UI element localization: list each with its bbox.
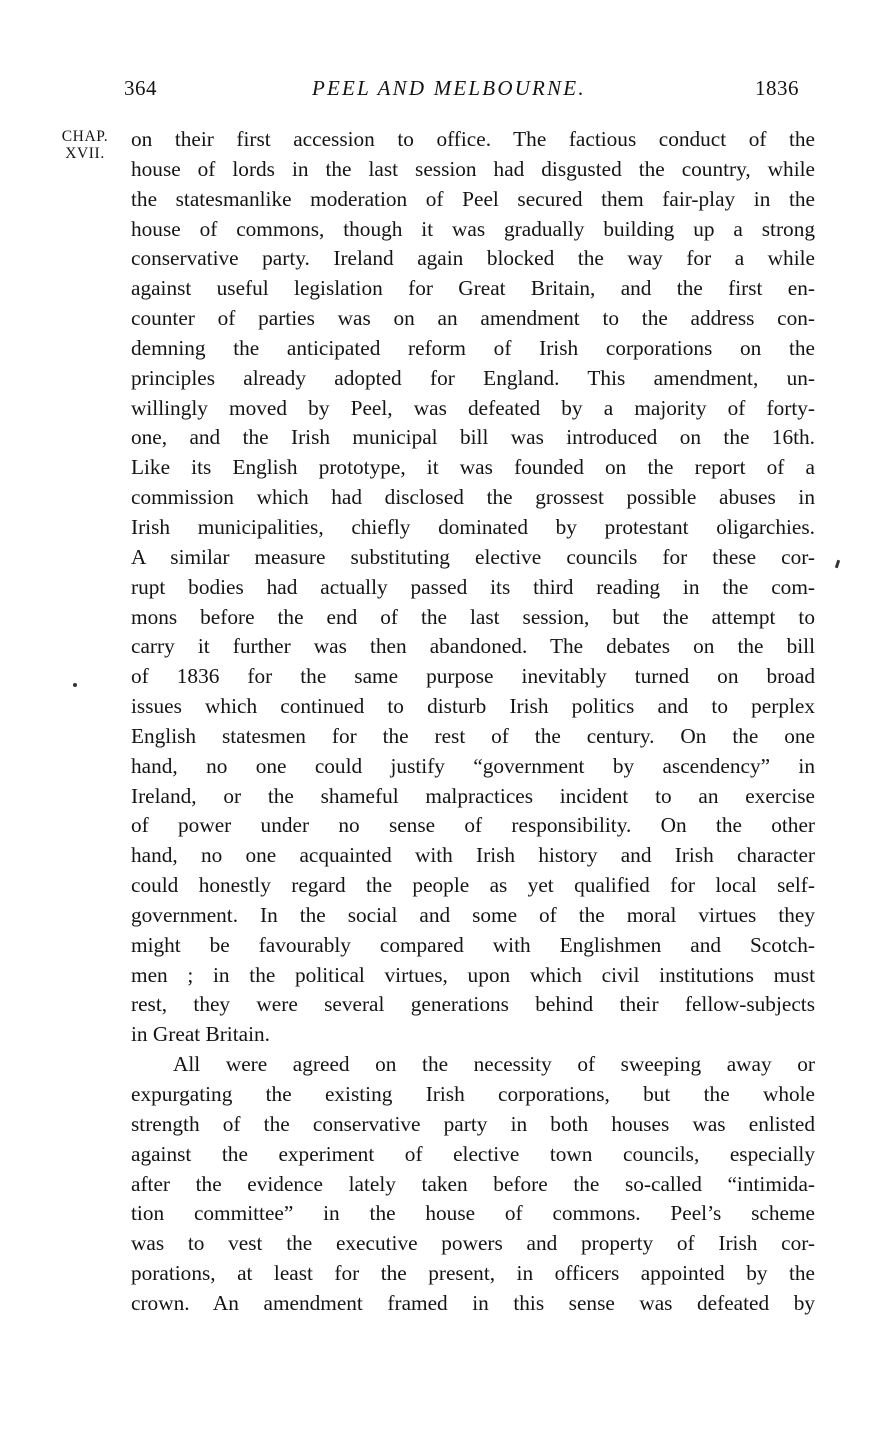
body-text xyxy=(131,125,815,1319)
text-line: tion committee” in the house of commons. Peel’s scheme xyxy=(131,1201,815,1226)
text-line: willingly moved by Peel, was defeated by a majority of forty- xyxy=(131,395,815,420)
text-line: one, and the Irish municipal bill was introduced on the 16th. xyxy=(131,425,815,450)
text-line: against useful legislation for Great Britain, and the first en- xyxy=(131,276,815,301)
text-line: English statesmen for the rest of the century. On the one xyxy=(131,723,815,748)
text-line: could honestly regard the people as yet qualified for local self- xyxy=(131,873,815,898)
text-line: against the experiment of elective town councils, especially xyxy=(131,1141,815,1166)
text-line: the statesmanlike moderation of Peel secured them fair-play in the xyxy=(131,186,815,211)
text-line: demning the anticipated reform of Irish corporations on the xyxy=(131,335,815,360)
text-line: rest, they were several generations behind their fellow-subjects xyxy=(131,992,815,1017)
text-line: commission which had disclosed the grossest possible abuses in xyxy=(131,485,815,510)
text-line: expurgating the existing Irish corporations, but the whole xyxy=(131,1082,815,1106)
running-year: 1836 xyxy=(755,76,799,100)
text-line: house of commons, though it was gradually building up a strong xyxy=(131,216,815,241)
text-line: crown. An amendment framed in this sense was defeated by xyxy=(131,1290,815,1315)
text-line: might be favourably compared with Englishmen and Scotch- xyxy=(131,932,815,957)
paragraph-1 xyxy=(131,125,815,1050)
page-number: 364 xyxy=(124,76,157,100)
text-line: A similar measure substituting elective councils for these cor- xyxy=(131,544,815,569)
text-line: hand, no one acquainted with Irish history and Irish character xyxy=(131,843,815,868)
text-line: counter of parties was on an amendment to the address con- xyxy=(131,306,815,331)
text-line: government. In the social and some of the moral virtues they xyxy=(131,902,815,927)
margin-tick-mark xyxy=(835,560,840,569)
text-line: men ; in the political virtues, upon which civil institutions must xyxy=(131,962,815,987)
text-line: mons before the end of the last session, but the attempt to xyxy=(131,604,815,629)
text-line: house of lords in the last session had disgusted the country, while xyxy=(131,156,815,181)
text-line: was to vest the executive powers and property of Irish cor- xyxy=(131,1231,815,1256)
margin-speck-mark xyxy=(73,683,77,687)
chapter-number: XVII. xyxy=(65,145,105,162)
text-line: of 1836 for the same purpose inevitably turned on broad xyxy=(131,664,815,689)
text-line: Irish municipalities, chiefly dominated by protestant oligarchies. xyxy=(131,514,815,539)
text-line: Ireland, or the shameful malpractices incident to an exercise xyxy=(131,783,815,808)
text-line: after the evidence lately taken before the so-called “intimida- xyxy=(131,1171,815,1196)
text-line: in Great Britain. xyxy=(131,1022,270,1047)
text-line: on their first accession to office. The factious conduct of the xyxy=(131,127,815,151)
text-line: All were agreed on the necessity of sweeping away or xyxy=(173,1052,815,1077)
chapter-margin-note xyxy=(44,128,126,162)
paragraph-2 xyxy=(131,1050,815,1319)
text-line: issues which continued to disturb Irish politics and to perplex xyxy=(131,694,815,719)
text-line: conservative party. Ireland again blocked the way for a while xyxy=(131,246,815,271)
chapter-label: CHAP. xyxy=(61,128,109,145)
text-line: hand, no one could justify “government by ascendency” in xyxy=(131,753,815,778)
text-line: Like its English prototype, it was founded on the report of a xyxy=(131,455,815,480)
text-line: rupt bodies had actually passed its third reading in the com- xyxy=(131,574,815,599)
text-line: of power under no sense of responsibility. On the other xyxy=(131,813,815,838)
text-line: porations, at least for the present, in officers appointed by the xyxy=(131,1261,815,1286)
running-title: PEEL AND MELBOURNE. xyxy=(312,76,586,100)
text-line: carry it further was then abandoned. The debates on the bill xyxy=(131,634,815,659)
text-line: principles already adopted for England. This amendment, un- xyxy=(131,365,815,390)
running-head xyxy=(0,76,893,106)
text-line: strength of the conservative party in both houses was enlisted xyxy=(131,1111,815,1136)
